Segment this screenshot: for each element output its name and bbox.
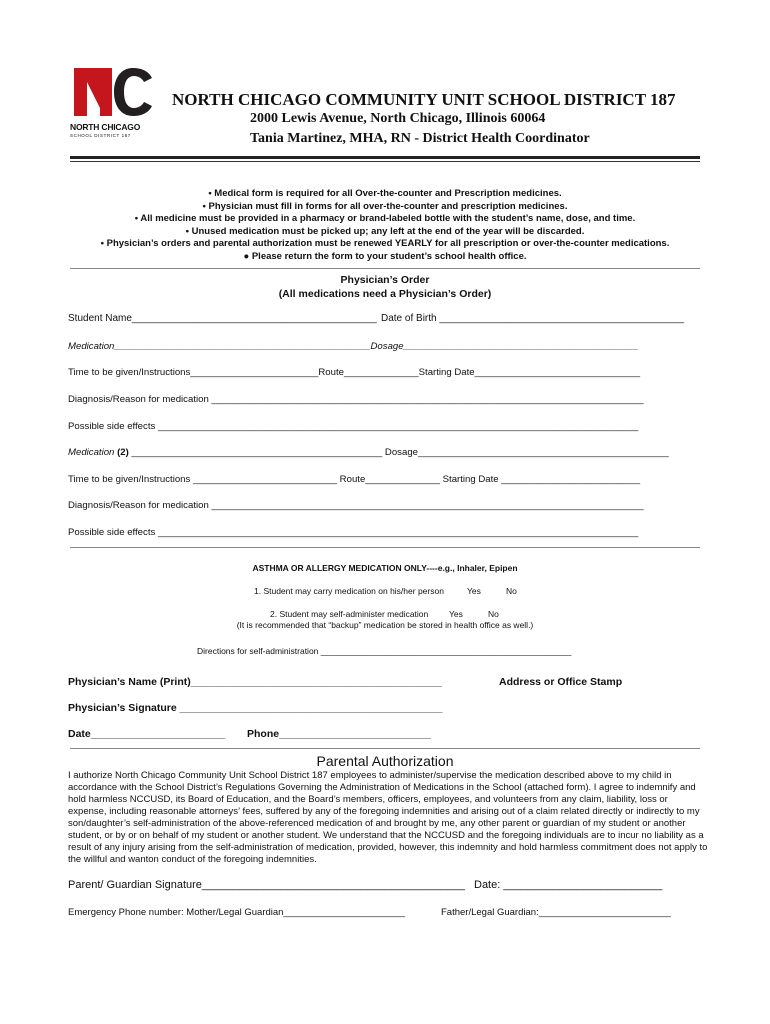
authorization-text: I authorize North Chicago Community Unit School District 187 employees to administer/supervise the medication described above to my child in accordance with the School District’s Regulations Governing the Administration of Medications in the School (attached form). I agree to indemnify and hold harmless NCCUSD, its Board of Education, and the Board’s members, officers, employees, and volunteers from any claim, liability, loss or expense, including reasonable attorneys’ fees, suffered by any of the foregoing indemnities and arising out of a claim related directly or indirectly to my son/daughter’s self-administration of the above-referenced medication of and brought by me, any other parent or guardian of my student or another student, or by or on behalf of my student or another student. We understand that the NCCUSD and the foregoing individuals are to incur no liability as a result of any injury arising from the self-administration of medication, provided, however, this indemnity and hold harmless commitment does not apply to the willful and wanton conduct of the foregoing indemnities.: [68, 770, 708, 865]
backup-note: (It is recommended that “backup” medication be stored in health office as well.): [236, 620, 534, 630]
order-title: Physician’s Order: [340, 274, 430, 286]
father-phone-field[interactable]: Father/Legal Guardian:_________________________: [441, 907, 671, 918]
instruction-item: • Physician must fill in forms for all over-the-counter and prescription medicines.: [202, 200, 568, 212]
dob-field[interactable]: Date of Birth ____________________________________________: [381, 313, 685, 324]
instruction-item: • All medicine must be provided in a pharmacy or brand-labeled bottle with the student’s name, dose, and time.: [134, 213, 636, 224]
order-subtitle: (All medications need a Physician’s Order): [278, 288, 492, 300]
instruction-item: • Physician’s orders and parental authorization must be renewed YEARLY for all prescription or over-the-counter medications.: [100, 238, 670, 249]
self-admin-no-option[interactable]: No: [488, 609, 499, 619]
section-divider: [70, 748, 700, 749]
medication2-line: _______________________________________________ Dosage_______________________________________________: [131, 447, 669, 458]
self-admin-yes-option[interactable]: Yes: [449, 609, 463, 619]
student-name-field[interactable]: Student Name____________________________________________: [68, 313, 377, 324]
self-admin-question: 2. Student may self-administer medication: [270, 609, 429, 619]
directions-field[interactable]: Directions for self-administration _____________________________________________________: [197, 646, 572, 656]
asthma-title: ASTHMA OR ALLERGY MEDICATION ONLY----e.g., Inhaler, Epipen: [252, 563, 518, 573]
time-route-field[interactable]: Time to be given/Instructions________________________Route______________Starting Date_______________________________: [68, 367, 641, 378]
office-stamp-label: Address or Office Stamp: [499, 676, 623, 688]
carry-yes-option[interactable]: Yes: [467, 586, 481, 596]
coordinator: Tania Martinez, MHA, RN - District Health Coordinator: [250, 131, 590, 146]
physician-name-field[interactable]: Physician’s Name (Print)___________________________________________: [68, 676, 442, 688]
medication-field[interactable]: Medication________________________________________________Dosage____________________________________________: [68, 341, 639, 352]
instruction-item: • Unused medication must be picked up; any left at the end of the year will be discarded.: [185, 225, 585, 237]
header-divider-thin: [70, 161, 700, 162]
district-address: 2000 Lewis Avenue, North Chicago, Illinois 60064: [250, 111, 546, 126]
header-divider: [70, 156, 700, 159]
instructions-list: [40, 188, 730, 263]
physician-signature-field[interactable]: Physician’s Signature _____________________________________________: [68, 702, 443, 714]
side-effects-field[interactable]: Possible side effects __________________________________________________________________________________________: [68, 421, 639, 432]
section-divider: [70, 547, 700, 548]
medication2-number: (2): [117, 447, 129, 458]
medication2-label: Medication: [68, 447, 115, 458]
logo-sub: SCHOOL DISTRICT 187: [70, 133, 131, 138]
physician-phone-field[interactable]: Phone__________________________: [247, 728, 431, 740]
mother-phone-field[interactable]: Emergency Phone number: Mother/Legal Guardian_______________________: [68, 907, 405, 918]
guardian-signature-field[interactable]: Parent/ Guardian Signature___________________________________________: [68, 879, 465, 891]
side-effects-field-2[interactable]: Possible side effects __________________________________________________________________________________________: [68, 527, 639, 538]
diagnosis-field-2[interactable]: Diagnosis/Reason for medication _________________________________________________________________________________: [68, 500, 644, 511]
district-title: NORTH CHICAGO COMMUNITY UNIT SCHOOL DISTRICT 187: [172, 90, 676, 109]
carry-no-option[interactable]: No: [506, 586, 517, 596]
instruction-item: • Medical form is required for all Over-the-counter and Prescription medicines.: [208, 188, 562, 199]
carry-question: 1. Student may carry medication on his/her person: [254, 586, 444, 596]
district-logo: [68, 68, 158, 140]
physician-date-field[interactable]: Date_______________________: [68, 728, 226, 740]
diagnosis-field[interactable]: Diagnosis/Reason for medication _________________________________________________________________________________: [68, 394, 644, 405]
time-route-field-2[interactable]: Time to be given/Instructions ___________________________ Route______________ Starting Date __________________________: [68, 474, 641, 485]
guardian-date-field[interactable]: Date: __________________________: [474, 879, 663, 891]
logo-name: NORTH CHICAGO: [70, 122, 141, 132]
medication2-field[interactable]: [68, 447, 669, 458]
instruction-item: ● Please return the form to your student’s school health office.: [243, 250, 527, 262]
parental-title: Parental Authorization: [316, 753, 454, 769]
section-divider: [70, 268, 700, 269]
